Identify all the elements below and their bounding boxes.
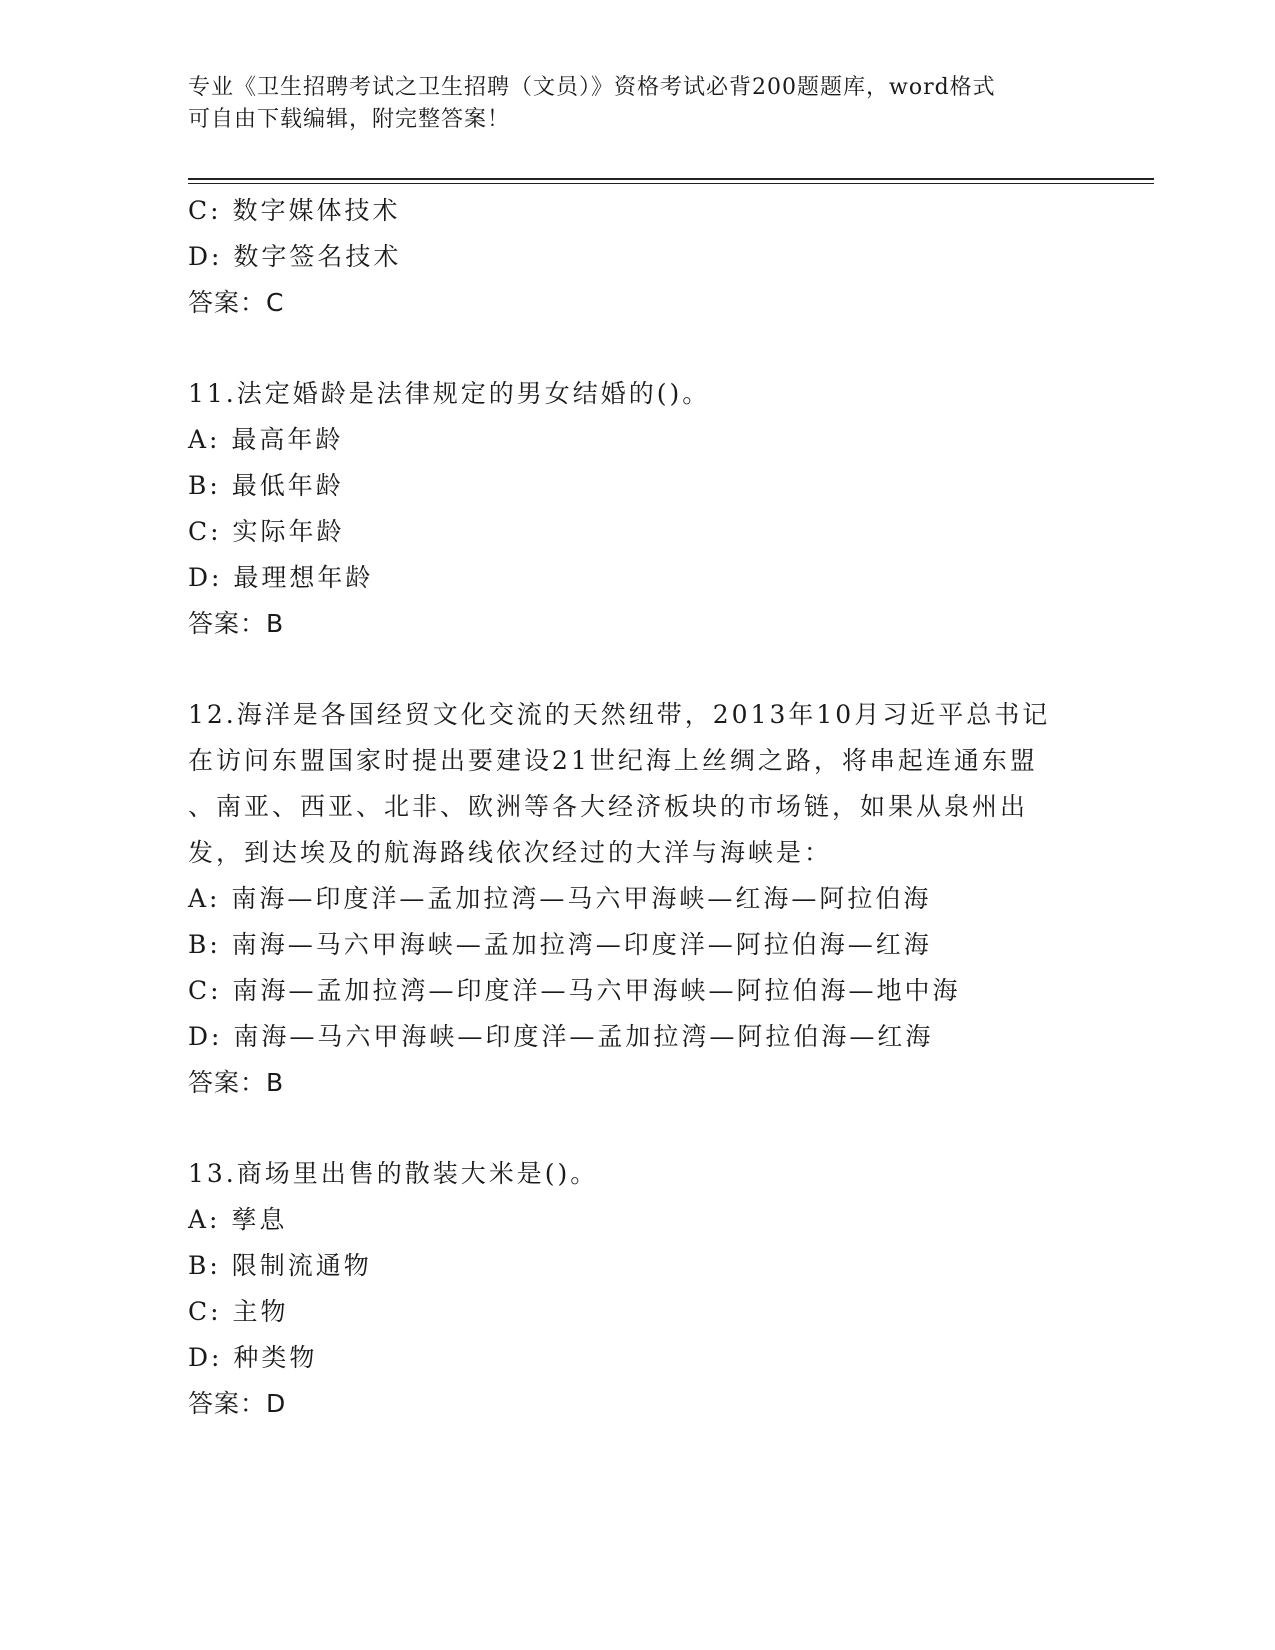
option-b: B: 最低年龄 xyxy=(188,471,344,500)
document-header xyxy=(188,72,1088,136)
header-line-1: 专业《卫生招聘考试之卫生招聘（文员）》资格考试必背200题题库，word格式 xyxy=(188,75,996,100)
option-a: A: 孳息 xyxy=(188,1205,288,1234)
option-b: B: 限制流通物 xyxy=(188,1251,372,1280)
option-c: C: 主物 xyxy=(188,1297,289,1326)
question-stem: 13.商场里出售的散装大米是()。 xyxy=(188,1159,599,1188)
question-content xyxy=(188,188,1088,1427)
question-11 xyxy=(188,371,1088,647)
question-stem-line-4: 发，到达埃及的航海路线依次经过的大洋与海峡是： xyxy=(188,838,833,867)
option-c: C: 实际年龄 xyxy=(188,517,345,546)
question-stem-line-1: 12.海洋是各国经贸文化交流的天然纽带，2013年10月习近平总书记 xyxy=(188,700,1051,729)
option-b: B: 南海—马六甲海峡—孟加拉湾—印度洋—阿拉伯海—红海 xyxy=(188,930,932,959)
answer-line: 答案：B xyxy=(188,609,285,638)
header-divider-thick xyxy=(188,178,1154,180)
question-stem-line-2: 在访问东盟国家时提出要建设21世纪海上丝绸之路，将串起连通东盟 xyxy=(188,746,1038,775)
option-c: C: 数字媒体技术 xyxy=(188,196,401,225)
answer-line: 答案：D xyxy=(188,1389,287,1418)
answer-line: 答案：B xyxy=(188,1068,285,1097)
question-stem: 11.法定婚龄是法律规定的男女结婚的()。 xyxy=(188,379,711,408)
previous-question-tail xyxy=(188,188,1088,326)
option-d: D: 数字签名技术 xyxy=(188,242,402,271)
header-divider-thin xyxy=(188,183,1154,184)
question-13 xyxy=(188,1151,1088,1427)
option-a: A: 南海—印度洋—孟加拉湾—马六甲海峡—红海—阿拉伯海 xyxy=(188,884,932,913)
question-stem-line-3: 、南亚、西亚、北非、欧洲等各大经济板块的市场链，如果从泉州出 xyxy=(188,792,1029,821)
answer-line: 答案：C xyxy=(188,288,285,317)
header-line-2: 可自由下载编辑，附完整答案！ xyxy=(188,107,511,132)
option-c: C: 南海—孟加拉湾—印度洋—马六甲海峡—阿拉伯海—地中海 xyxy=(188,976,961,1005)
option-a: A: 最高年龄 xyxy=(188,425,344,454)
option-d: D: 最理想年龄 xyxy=(188,563,374,592)
option-d: D: 南海—马六甲海峡—印度洋—孟加拉湾—阿拉伯海—红海 xyxy=(188,1022,934,1051)
option-d: D: 种类物 xyxy=(188,1343,318,1372)
question-12 xyxy=(188,692,1088,1106)
